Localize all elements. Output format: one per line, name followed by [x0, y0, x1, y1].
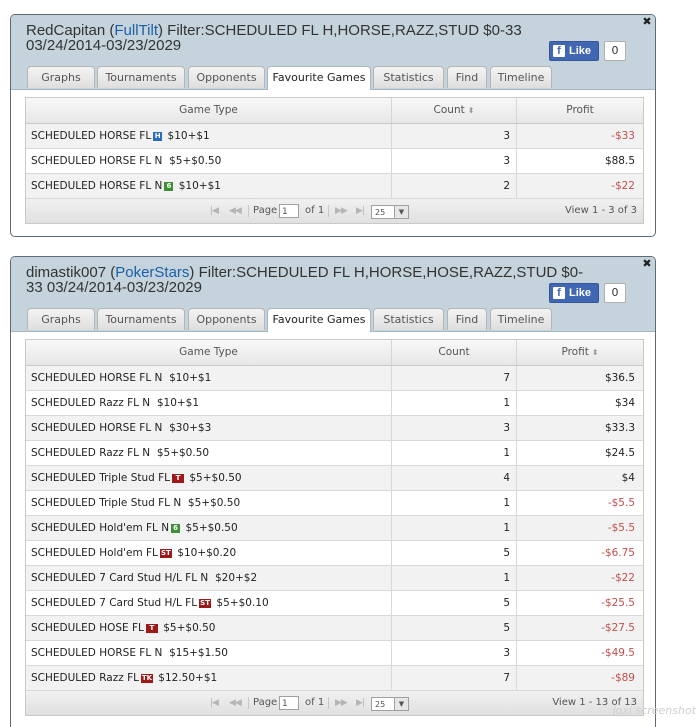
- header-label: Game Type: [179, 346, 238, 358]
- page-input[interactable]: 1: [279, 696, 299, 710]
- profit-cell: -$33: [611, 130, 635, 142]
- profit-cell: $88.5: [604, 155, 635, 167]
- table-row[interactable]: [26, 124, 643, 149]
- buy-in: $10+$1: [169, 372, 212, 384]
- page-label: Page: [253, 697, 278, 708]
- network-link[interactable]: PokerStars: [115, 264, 190, 281]
- buy-in: $5+$0.50: [185, 522, 238, 534]
- game-type-cell: [26, 391, 392, 415]
- tab-statistics[interactable]: Statistics: [373, 308, 444, 330]
- rows-per-page-select[interactable]: [371, 697, 409, 711]
- page-of-label: of 1: [305, 205, 325, 216]
- header-label: Count: [433, 104, 465, 116]
- column-header-profit[interactable]: [517, 98, 643, 123]
- count-cell: 7: [392, 366, 517, 390]
- game-type-cell: [26, 416, 392, 440]
- profit-cell: -$5.5: [607, 497, 635, 509]
- game-name: SCHEDULED 7 Card Stud H/L FL N: [31, 572, 209, 584]
- buy-in: $5+$0.50: [169, 155, 222, 167]
- game-type-cell: [26, 591, 392, 615]
- player-panel-dimastik007: [10, 256, 656, 727]
- tab-favourite-games[interactable]: Favourite Games: [267, 66, 371, 90]
- like-count: 0: [604, 41, 626, 61]
- game-type-cell: [26, 149, 392, 173]
- count-cell: 3: [392, 416, 517, 440]
- buy-in: $5+$0.10: [216, 597, 269, 609]
- tab-statistics[interactable]: Statistics: [373, 66, 444, 88]
- game-type-cell: [26, 441, 392, 465]
- close-icon[interactable]: ✖: [642, 257, 652, 270]
- game-type-cell: [26, 641, 392, 665]
- prev-page-icon[interactable]: ◀◀: [229, 206, 241, 216]
- profit-cell: $24.5: [604, 447, 635, 459]
- profit-cell: $4: [621, 472, 635, 484]
- filter-text: ) Filter:SCHEDULED FL H,HORSE,HOSE,RAZZ,STUD $0-33 03/24/2014-03/23/2029: [26, 264, 584, 296]
- game-variant-icon: T: [146, 624, 158, 633]
- column-header-game-type[interactable]: [26, 98, 392, 123]
- table-row[interactable]: [26, 149, 643, 174]
- count-cell: 7: [392, 666, 517, 690]
- header-label: Count: [438, 346, 470, 358]
- facebook-like-button[interactable]: [549, 41, 599, 61]
- pager-divider: [328, 697, 329, 709]
- table-row[interactable]: [26, 591, 643, 616]
- header-label: Profit: [566, 104, 594, 116]
- player-name: RedCapitan: [26, 22, 106, 39]
- buy-in: $15+$1.50: [169, 647, 228, 659]
- rows-per-page-select[interactable]: [371, 205, 409, 219]
- count-cell: 3: [392, 149, 517, 173]
- game-type-cell: [26, 516, 392, 540]
- favourite-games-table: [25, 339, 644, 716]
- facebook-icon: f: [553, 287, 565, 299]
- tab-find[interactable]: Find: [447, 66, 487, 88]
- first-page-icon[interactable]: |◀: [210, 206, 218, 216]
- count-cell: 3: [392, 124, 517, 148]
- count-cell: 5: [392, 541, 517, 565]
- last-page-icon[interactable]: ▶|: [356, 206, 364, 216]
- game-variant-icon: 6: [171, 524, 180, 533]
- tab-find[interactable]: Find: [447, 308, 487, 330]
- buy-in: $5+$0.50: [187, 497, 241, 509]
- panel-title: [26, 23, 586, 53]
- profit-cell: -$5.5: [607, 522, 635, 534]
- rows-per-page-value: 25: [375, 700, 386, 709]
- tab-timeline[interactable]: Timeline: [490, 66, 552, 88]
- player-name: dimastik007: [26, 264, 107, 281]
- game-variant-icon: T: [172, 474, 184, 483]
- view-count: View 1 - 13 of 13: [552, 697, 637, 708]
- game-type-cell: [26, 466, 392, 490]
- buy-in: $30+$3: [169, 422, 212, 434]
- pager-divider: [248, 697, 249, 709]
- game-type-cell: [26, 124, 392, 148]
- tab-tournaments[interactable]: Tournaments: [97, 66, 185, 88]
- game-name: SCHEDULED HORSE FL N: [31, 422, 163, 434]
- next-page-icon[interactable]: ▶▶: [335, 698, 347, 708]
- panel-title: [26, 265, 586, 295]
- pager-divider: [328, 205, 329, 217]
- table-row[interactable]: [26, 391, 643, 416]
- tab-favourite-games[interactable]: Favourite Games: [267, 308, 371, 332]
- count-cell: 1: [392, 516, 517, 540]
- pager-divider: [248, 205, 249, 217]
- buy-in: $10+$1: [167, 130, 210, 142]
- profit-cell: -$49.5: [601, 647, 635, 659]
- count-cell: 1: [392, 391, 517, 415]
- first-page-icon[interactable]: |◀: [210, 698, 218, 708]
- game-name: SCHEDULED Triple Stud FL N: [31, 497, 182, 509]
- profit-cell: -$27.5: [601, 622, 635, 634]
- chevron-down-icon: ▼: [394, 206, 408, 218]
- game-name: SCHEDULED Razz FL N: [31, 447, 151, 459]
- profit-cell: $33.3: [604, 422, 635, 434]
- count-cell: 1: [392, 441, 517, 465]
- title-paren: (: [106, 264, 116, 281]
- profit-cell: -$22: [611, 180, 635, 192]
- buy-in: $5+$0.50: [163, 622, 216, 634]
- sort-icon: ⬍: [591, 348, 599, 357]
- game-type-cell: [26, 616, 392, 640]
- pager: [26, 199, 643, 223]
- game-name: SCHEDULED 7 Card Stud H/L FL: [31, 597, 198, 609]
- profit-cell: -$6.75: [601, 547, 635, 559]
- buy-in: $20+$2: [214, 572, 258, 584]
- table-row[interactable]: [26, 416, 643, 441]
- table-body: [26, 124, 643, 199]
- count-cell: 1: [392, 566, 517, 590]
- rows-per-page-value: 25: [375, 208, 386, 217]
- profit-cell: -$89: [611, 672, 635, 684]
- table-row[interactable]: [26, 491, 643, 516]
- buy-in: $5+$0.50: [189, 472, 242, 484]
- tab-opponents[interactable]: Opponents: [188, 66, 265, 88]
- pager: [26, 691, 643, 715]
- count-cell: 5: [392, 616, 517, 640]
- table-row[interactable]: [26, 666, 643, 691]
- tab-tournaments[interactable]: Tournaments: [97, 308, 185, 330]
- game-type-cell: [26, 541, 392, 565]
- table-row[interactable]: [26, 616, 643, 641]
- game-variant-icon: ST: [161, 549, 171, 557]
- page-of-label: of 1: [305, 697, 325, 708]
- game-name: SCHEDULED HORSE FL: [31, 130, 152, 142]
- table-header: [26, 340, 643, 366]
- watermark: joxi screenshot: [612, 704, 696, 717]
- table-row[interactable]: [26, 541, 643, 566]
- game-type-cell: [26, 491, 392, 515]
- count-cell: 5: [392, 591, 517, 615]
- table-header: [26, 98, 643, 124]
- profit-cell: -$25.5: [601, 597, 635, 609]
- table-row[interactable]: [26, 174, 643, 199]
- table-body: [26, 366, 643, 691]
- last-page-icon[interactable]: ▶|: [356, 698, 364, 708]
- game-variant-icon: ST: [200, 599, 210, 607]
- column-header-count[interactable]: [392, 340, 517, 365]
- sort-icon: ⬍: [467, 106, 475, 115]
- table-row[interactable]: [26, 516, 643, 541]
- table-row[interactable]: [26, 641, 643, 666]
- filter-text: ) Filter:SCHEDULED FL H,HORSE,RAZZ,STUD $0-33 03/24/2014-03/23/2029: [26, 22, 522, 54]
- title-paren: (: [105, 22, 115, 39]
- game-name: SCHEDULED Hold'em FL N: [31, 522, 170, 534]
- prev-page-icon[interactable]: ◀◀: [229, 698, 241, 708]
- count-cell: 4: [392, 466, 517, 490]
- game-variant-icon: 6: [164, 182, 173, 191]
- column-header-game-type[interactable]: [26, 340, 392, 365]
- table-row[interactable]: [26, 466, 643, 491]
- next-page-icon[interactable]: ▶▶: [335, 206, 347, 216]
- game-name: SCHEDULED Hold'em FL: [31, 547, 158, 559]
- table-row[interactable]: [26, 441, 643, 466]
- table-row[interactable]: [26, 566, 643, 591]
- view-count: View 1 - 3 of 3: [565, 205, 637, 216]
- game-variant-icon: H: [154, 132, 161, 140]
- facebook-like-button[interactable]: [549, 283, 599, 303]
- game-type-cell: [26, 366, 392, 390]
- profit-cell: -$22: [611, 572, 635, 584]
- header-label: Game Type: [179, 104, 238, 116]
- game-name: SCHEDULED HOSE FL: [31, 622, 144, 634]
- profit-cell: $34: [614, 397, 635, 409]
- facebook-icon: f: [553, 45, 565, 57]
- game-type-cell: [26, 666, 392, 690]
- buy-in: $10+$0.20: [177, 547, 237, 559]
- tab-timeline[interactable]: Timeline: [490, 308, 552, 330]
- count-cell: 3: [392, 641, 517, 665]
- favourite-games-table: [25, 97, 644, 224]
- game-variant-icon: TK: [141, 674, 153, 682]
- like-label: Like: [569, 45, 592, 57]
- close-icon[interactable]: ✖: [642, 15, 652, 28]
- game-name: SCHEDULED Razz FL: [31, 672, 139, 684]
- page-input[interactable]: 1: [279, 204, 299, 218]
- panel-header: [11, 257, 655, 332]
- game-name: SCHEDULED HORSE FL N: [31, 647, 163, 659]
- game-type-cell: [26, 174, 392, 198]
- tab-graphs[interactable]: Graphs: [27, 308, 95, 330]
- chevron-down-icon: ▼: [394, 698, 408, 710]
- buy-in: $12.50+$1: [158, 672, 218, 684]
- like-count: 0: [604, 283, 626, 303]
- profit-cell: $36.5: [604, 372, 635, 384]
- tab-opponents[interactable]: Opponents: [188, 308, 265, 330]
- column-header-count[interactable]: [392, 98, 517, 123]
- like-label: Like: [569, 287, 592, 299]
- count-cell: 1: [392, 491, 517, 515]
- buy-in: $10+$1: [156, 397, 200, 409]
- page-label: Page: [253, 205, 278, 216]
- player-panel-redcapitan: [10, 14, 656, 237]
- game-name: SCHEDULED Razz FL N: [31, 397, 151, 409]
- buy-in: $10+$1: [178, 180, 221, 192]
- buy-in: $5+$0.50: [156, 447, 210, 459]
- network-link[interactable]: FullTilt: [114, 22, 158, 39]
- game-name: SCHEDULED HORSE FL N: [31, 372, 163, 384]
- panel-header: [11, 15, 655, 90]
- game-type-cell: [26, 566, 392, 590]
- tab-graphs[interactable]: Graphs: [27, 66, 95, 88]
- column-header-profit[interactable]: [517, 340, 643, 365]
- table-row[interactable]: [26, 366, 643, 391]
- game-name: SCHEDULED HORSE FL N: [31, 155, 163, 167]
- game-name: SCHEDULED HORSE FL N: [31, 180, 163, 192]
- count-cell: 2: [392, 174, 517, 198]
- header-label: Profit: [561, 346, 589, 358]
- game-name: SCHEDULED Triple Stud FL: [31, 472, 171, 484]
